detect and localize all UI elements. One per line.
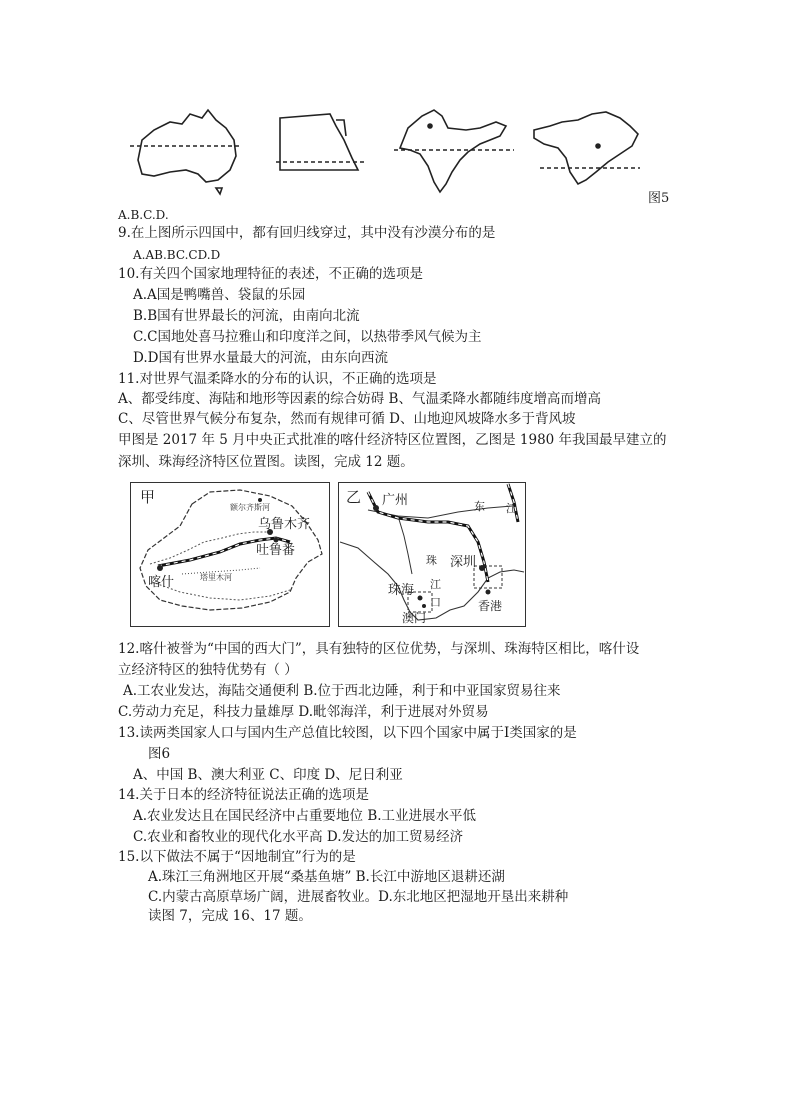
q10-stem: 10.有关四个国家地理特征的表述，不正确的选项是 [118,266,423,282]
map-yi-river-e: 口 [430,596,441,609]
map-jia-kashgar [130,482,330,627]
map-yi-city1: 广州 [382,493,409,508]
map-australia [130,110,240,194]
q8-options: A.B.C.D. [118,208,169,222]
q13-options: A、中国 B、澳大利亚 C、印度 D、尼日利亚 [133,767,403,783]
intro-12-line1: 甲图是 2017 年 5 月中央正式批准的喀什经济特区位置图，乙图是 1980 年我国最早建立的 [118,432,667,448]
map-yi-river-a: 东 [474,500,485,513]
map-jia-corner: 甲 [140,488,156,506]
map-jia-city1: 乌鲁木齐 [258,517,311,532]
figure-5-label: 图5 [648,191,670,206]
q9-stem: 9.在上图所示四国中，都有回归线穿过，其中没有沙漠分布的是 [118,225,496,241]
q10-option-a: A.A国是鸭嘴兽、袋鼠的乐园 [133,287,306,303]
map-yi-shenzhen [338,482,526,627]
figure-5-maps [130,100,650,200]
q15-stem: 15.以下做法不属于“因地制宜”行为的是 [118,849,356,865]
q14-stem: 14.关于日本的经济特征说法正确的选项是 [118,787,369,803]
q10-option-b: B.B国有世界最长的河流，由南向北流 [133,308,360,324]
q12-options-line2: C.劳动力充足，科技力量雄厚 D.毗邻海洋，利于进展对外贸易 [118,704,489,720]
q11-options-line1: A、都受纬度、海陆和地形等因素的综合妨碍 B、气温柔降水都随纬度增高而增高 [118,391,601,407]
map-jia-city3: 喀什 [148,575,175,590]
q15-options-line1: A.珠江三角洲地区开展“桑基鱼塘” B.长江中游地区退耕还湖 [148,869,505,885]
map-jia-river2: 塔里木河 [200,573,232,582]
map-egypt [276,114,366,170]
map-yi-river-c: 珠 [426,554,437,567]
q10-option-d: D.D国有世界水量最大的河流，由东向西流 [133,350,388,366]
q15-options-line2: C.内蒙古高原草场广阔，进展畜牧业。D.东北地区把湿地开垦出来耕种 [148,889,569,905]
map-yi-river-d: 江 [430,578,441,591]
map-india [394,110,514,192]
map-jia-city2: 吐鲁番 [256,543,296,558]
intro-16: 读图 7，完成 16、17 题。 [148,908,312,924]
map-jia-river1: 额尔齐斯河 [230,503,270,512]
map-yi-corner: 乙 [346,488,362,506]
map-brazil [534,112,640,184]
q11-stem: 11.对世界气温柔降水的分布的认识，不正确的选项是 [118,371,437,387]
q13-stem: 13.读两类国家人口与国内生产总值比较图，以下四个国家中属于Ⅰ类国家的是 [118,725,577,741]
intro-12-line2: 深圳、珠海经济特区位置图。读图，完成 12 题。 [118,454,414,470]
q10-option-c: C.C国地处喜马拉雅山和印度洋之间，以热带季风气候为主 [133,329,482,345]
q13-figure-label: 图6 [148,746,171,762]
q9-options: A.AB.BC.CD.D [133,248,221,262]
q12-stem-line2: 立经济特区的独特优势有（ ） [118,662,298,678]
map-yi-river-b: 江 [506,502,517,515]
q14-options-line2: C.农业和畜牧业的现代化水平高 D.发达的加工贸易经济 [133,829,464,845]
q11-options-line2: C、尽管世界气候分布复杂，然而有规律可循 D、山地迎风坡降水多于背风坡 [118,411,576,427]
q14-options-line1: A.农业发达且在国民经济中占重要地位 B.工业进展水平低 [133,808,477,824]
map-yi-city2: 深圳 [450,555,477,570]
q12-stem-line1: 12.喀什被誉为“中国的西大门”，具有独特的区位优势，与深圳、珠海特区相比，喀什设 [118,641,640,657]
q12-options-line1: A.工农业发达，海陆交通便利 B.位于西北边陲，利于和中亚国家贸易往来 [123,683,561,699]
map-yi-city4: 澳门 [402,611,427,625]
map-yi-city5: 香港 [478,599,503,613]
map-yi-city3: 珠海 [388,583,415,598]
